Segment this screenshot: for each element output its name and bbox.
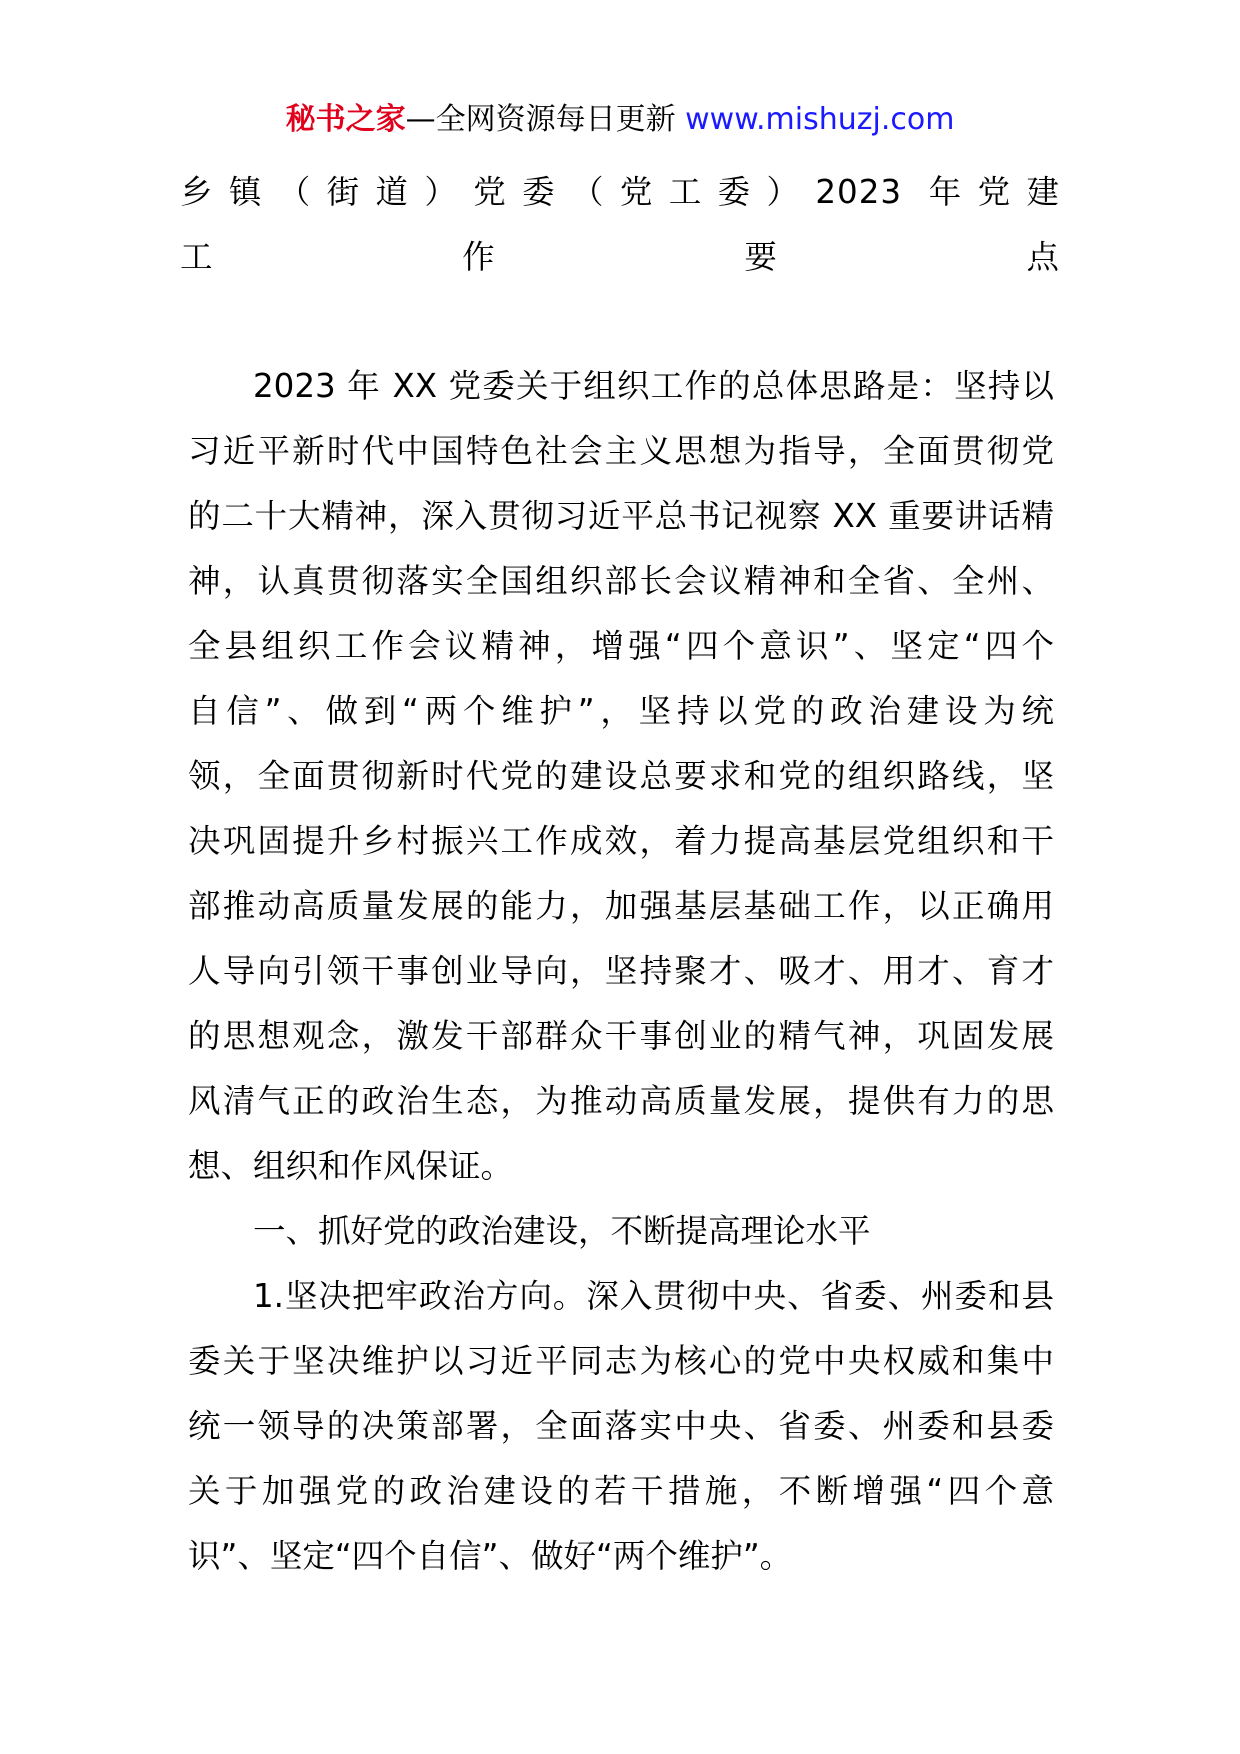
body-line: 决巩固提升乡村振兴工作成效，着力提高基层党组织和干: [188, 822, 1054, 860]
site-header: [0, 100, 1240, 140]
body-line: 部推动高质量发展的能力，加强基层基础工作，以正确用: [188, 887, 1054, 925]
body-line: 习近平新时代中国特色社会主义思想为指导，全面贯彻党: [188, 432, 1054, 470]
body-line: 识”、坚定“四个自信”、做好“两个维护”。: [188, 1537, 793, 1575]
title-line-2: 工作要点: [180, 238, 1060, 276]
body-line: 统一领导的决策部署，全面落实中央、省委、州委和县委: [188, 1407, 1054, 1445]
body-line: 委关于坚决维护以习近平同志为核心的党中央权威和集中: [188, 1342, 1054, 1380]
body-line: 人导向引领干事创业导向，坚持聚才、吸才、用才、育才: [188, 952, 1054, 990]
body-line: 神，认真贯彻落实全国组织部长会议精神和全省、全州、: [188, 562, 1054, 600]
site-url-link[interactable]: www.mishuzj.com: [685, 102, 955, 137]
body-line: 2023 年 XX 党委关于组织工作的总体思路是：坚持以: [253, 367, 1054, 405]
document-body: [188, 354, 1054, 1589]
body-line: 想、组织和作风保证。: [188, 1147, 514, 1185]
body-line: 关于加强党的政治建设的若干措施，不断增强“四个意: [188, 1472, 1054, 1510]
body-line: 全县组织工作会议精神，增强“四个意识”、坚定“四个: [188, 627, 1054, 665]
section-heading: 一、抓好党的政治建设，不断提高理论水平: [253, 1212, 871, 1250]
body-line: 1.坚决把牢政治方向。深入贯彻中央、省委、州委和县: [253, 1277, 1054, 1315]
body-line: 自信”、做到“两个维护”，坚持以党的政治建设为统: [188, 692, 1054, 730]
body-line: 风清气正的政治生态，为推动高质量发展，提供有力的思: [188, 1082, 1054, 1120]
brand-name: 秘书之家: [285, 102, 406, 137]
body-line: 的思想观念，激发干部群众干事创业的精气神，巩固发展: [188, 1017, 1054, 1055]
header-tagline: —全网资源每日更新: [405, 102, 686, 137]
title-line-1: 乡镇（街道）党委（党工委）2023 年党建: [180, 173, 1060, 211]
body-line: 的二十大精神，深入贯彻习近平总书记视察 XX 重要讲话精: [188, 497, 1054, 535]
body-line: 领，全面贯彻新时代党的建设总要求和党的组织路线，坚: [188, 757, 1054, 795]
document-title: [180, 160, 1060, 290]
